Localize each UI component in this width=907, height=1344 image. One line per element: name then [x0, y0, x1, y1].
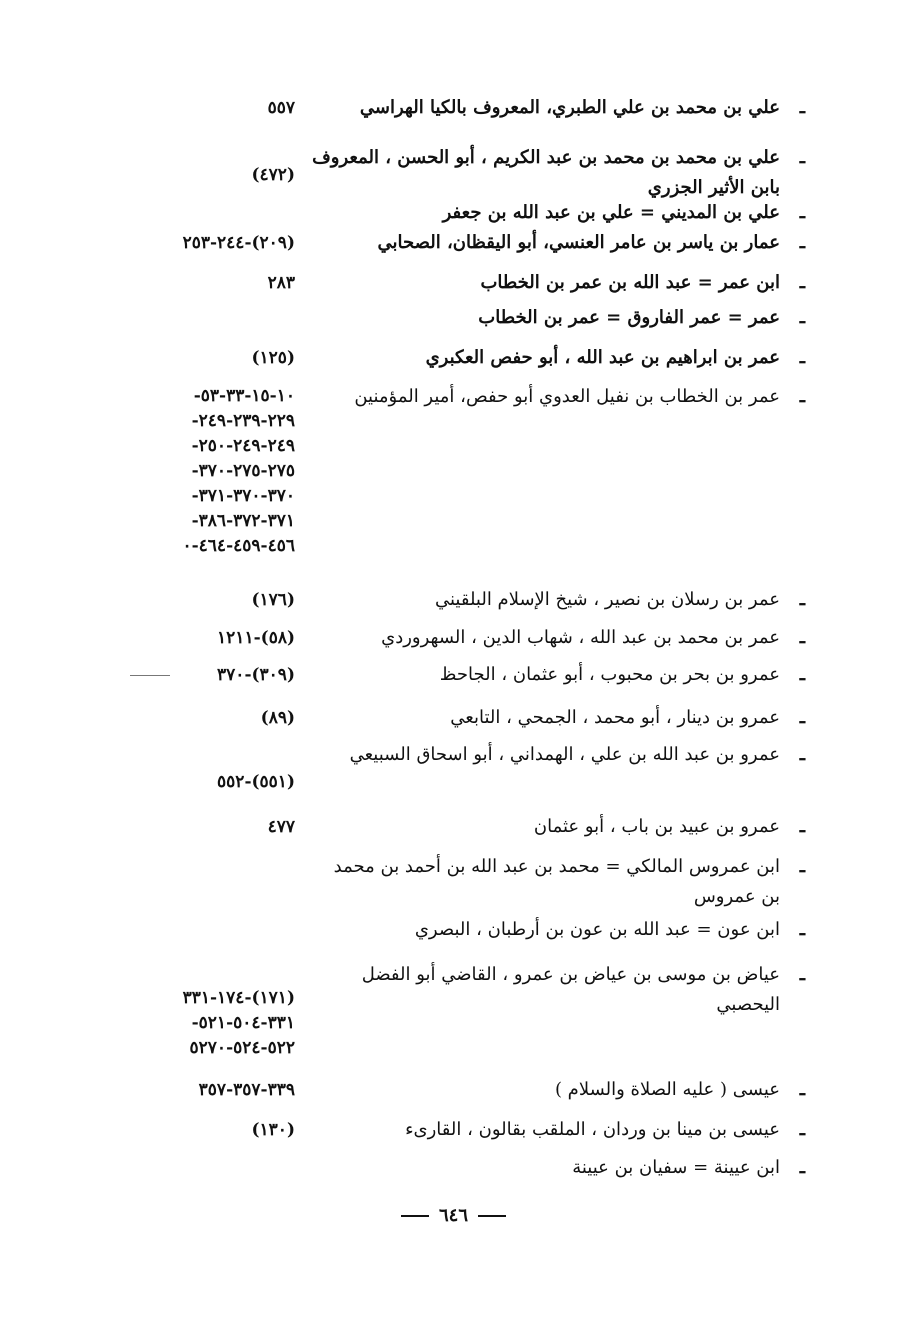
entry-page-refs: (٥٨)-١٢١١ — [217, 628, 295, 648]
entry-dash: ـ — [799, 856, 805, 877]
entry-dash: ـ — [799, 816, 805, 837]
entry-name: عمرو بن عبيد بن باب ، أبو عثمان — [533, 816, 780, 837]
entry-name: ابن عيينة = سفيان بن عيينة — [572, 1157, 780, 1178]
entry-dash: ـ — [799, 272, 805, 293]
entry-dash: ـ — [799, 1079, 805, 1100]
entry-page-refs: (١٧٦) — [251, 590, 295, 610]
entry-dash: ـ — [799, 1157, 805, 1178]
entry-page-refs: (٥٥١)-٥٥٢ — [217, 772, 295, 792]
entry-name: ابن عون = عبد الله بن عون بن أرطبان ، البصري — [414, 919, 780, 940]
entry-name: عمر بن الخطاب بن نفيل العدوي أبو حفص، أمير المؤمنين — [354, 386, 780, 407]
entry-dash: ـ — [799, 347, 805, 368]
entry-name: عمرو بن دينار ، أبو محمد ، الجمحي ، التابعي — [450, 707, 780, 728]
entry-name: عياض بن موسى بن عياض بن عمرو ، القاضي أبو الفضل اليحصبي — [361, 964, 780, 1015]
page-number-text: ٦٤٦ — [438, 1205, 468, 1226]
margin-pencil-mark — [130, 675, 170, 676]
entry-dash: ـ — [799, 744, 805, 765]
entry-name: عيسى ( عليه الصلاة والسلام ) — [554, 1079, 780, 1100]
entry-page-refs: ٣٣٩-٣٥٧-٣٥٧ — [198, 1080, 295, 1100]
entry-name: عمار بن ياسر بن عامر العنسي، أبو اليقظان، الصحابي — [377, 232, 780, 253]
entry-dash: ـ — [799, 386, 805, 407]
entry-page-refs: (٢٠٩)-٢٤٤-٢٥٣ — [182, 233, 295, 253]
entry-page-refs: ٤٧٧ — [267, 817, 295, 837]
entry-name: علي بن المديني = علي بن عبد الله بن جعفر — [442, 202, 780, 223]
entry-page-refs: (١٢٥) — [251, 348, 295, 368]
entry-name: علي بن محمد بن علي الطبري، المعروف بالكيا الهراسي — [359, 97, 780, 118]
entry-name: عمرو بن بحر بن محبوب ، أبو عثمان ، الجاحظ — [439, 664, 780, 685]
entry-name: عمر بن رسلان بن نصير ، شيخ الإسلام البلقيني — [434, 589, 780, 610]
entry-name: عيسى بن مينا بن وردان ، الملقب بقالون ، القارىء — [405, 1119, 780, 1140]
entry-name: ابن عمر = عبد الله بن عمر بن الخطاب — [480, 272, 780, 293]
entry-name: ابن عمروس المالكي = محمد بن عبد الله بن أحمد بن محمد بن عمروس — [333, 856, 780, 907]
entry-dash: ـ — [799, 627, 805, 648]
page-number-dash-right — [478, 1215, 506, 1217]
entry-dash: ـ — [799, 97, 805, 118]
entry-dash: ـ — [799, 147, 805, 168]
entry-dash: ـ — [799, 589, 805, 610]
entry-name: عمر بن محمد بن عبد الله ، شهاب الدين ، السهروردي — [381, 627, 780, 648]
entry-page-refs: (١٣٠) — [251, 1120, 295, 1140]
entry-page-refs: (١٧١)-١٧٤-٣٣١ ٣٣١-٥٠٤-٥٢١- ٥٢٢-٥٢٤-٥٢٧٠ — [182, 988, 295, 1058]
entry-page-refs: ٥٥٧ — [267, 98, 295, 118]
entry-page-refs: ١٠-١٥-٣٣-٥٣- ٢٢٩-٢٣٩-٢٤٩- ٢٤٩-٢٤٩-٢٥٠- ٢٧٥-٢٧٥-٣٧٠- ٣٧٠-٣٧٠-٣٧١- ٣٧١-٣٧٢-٣٨٦- ٤٥٦-٤٥٩-٤٦٤-٠ — [182, 386, 295, 556]
entry-dash: ـ — [799, 1119, 805, 1140]
entry-dash: ـ — [799, 307, 805, 328]
entry-dash: ـ — [799, 202, 805, 223]
entry-name: علي بن محمد بن محمد بن عبد الكريم ، أبو الحسن ، المعروف بابن الأثير الجزري — [312, 147, 780, 198]
entry-page-refs: (٨٩) — [260, 708, 295, 728]
entry-name: عمر = عمر الفاروق = عمر بن الخطاب — [478, 307, 780, 328]
entry-name: عمرو بن عبد الله بن علي ، الهمداني ، أبو اسحاق السبيعي — [349, 744, 780, 765]
entry-name: عمر بن ابراهيم بن عبد الله ، أبو حفص العكبري — [425, 347, 780, 368]
entry-page-refs: (٣٠٩)-٣٧٠ — [217, 665, 295, 685]
entry-dash: ـ — [799, 919, 805, 940]
entry-dash: ـ — [799, 232, 805, 253]
entry-page-refs: (٤٧٢) — [251, 165, 295, 185]
entry-page-refs: ٢٨٣ — [267, 273, 295, 293]
entry-dash: ـ — [799, 707, 805, 728]
page-number-dash-left — [401, 1215, 429, 1217]
entry-dash: ـ — [799, 964, 805, 985]
entry-dash: ـ — [799, 664, 805, 685]
page-number — [0, 1205, 907, 1226]
